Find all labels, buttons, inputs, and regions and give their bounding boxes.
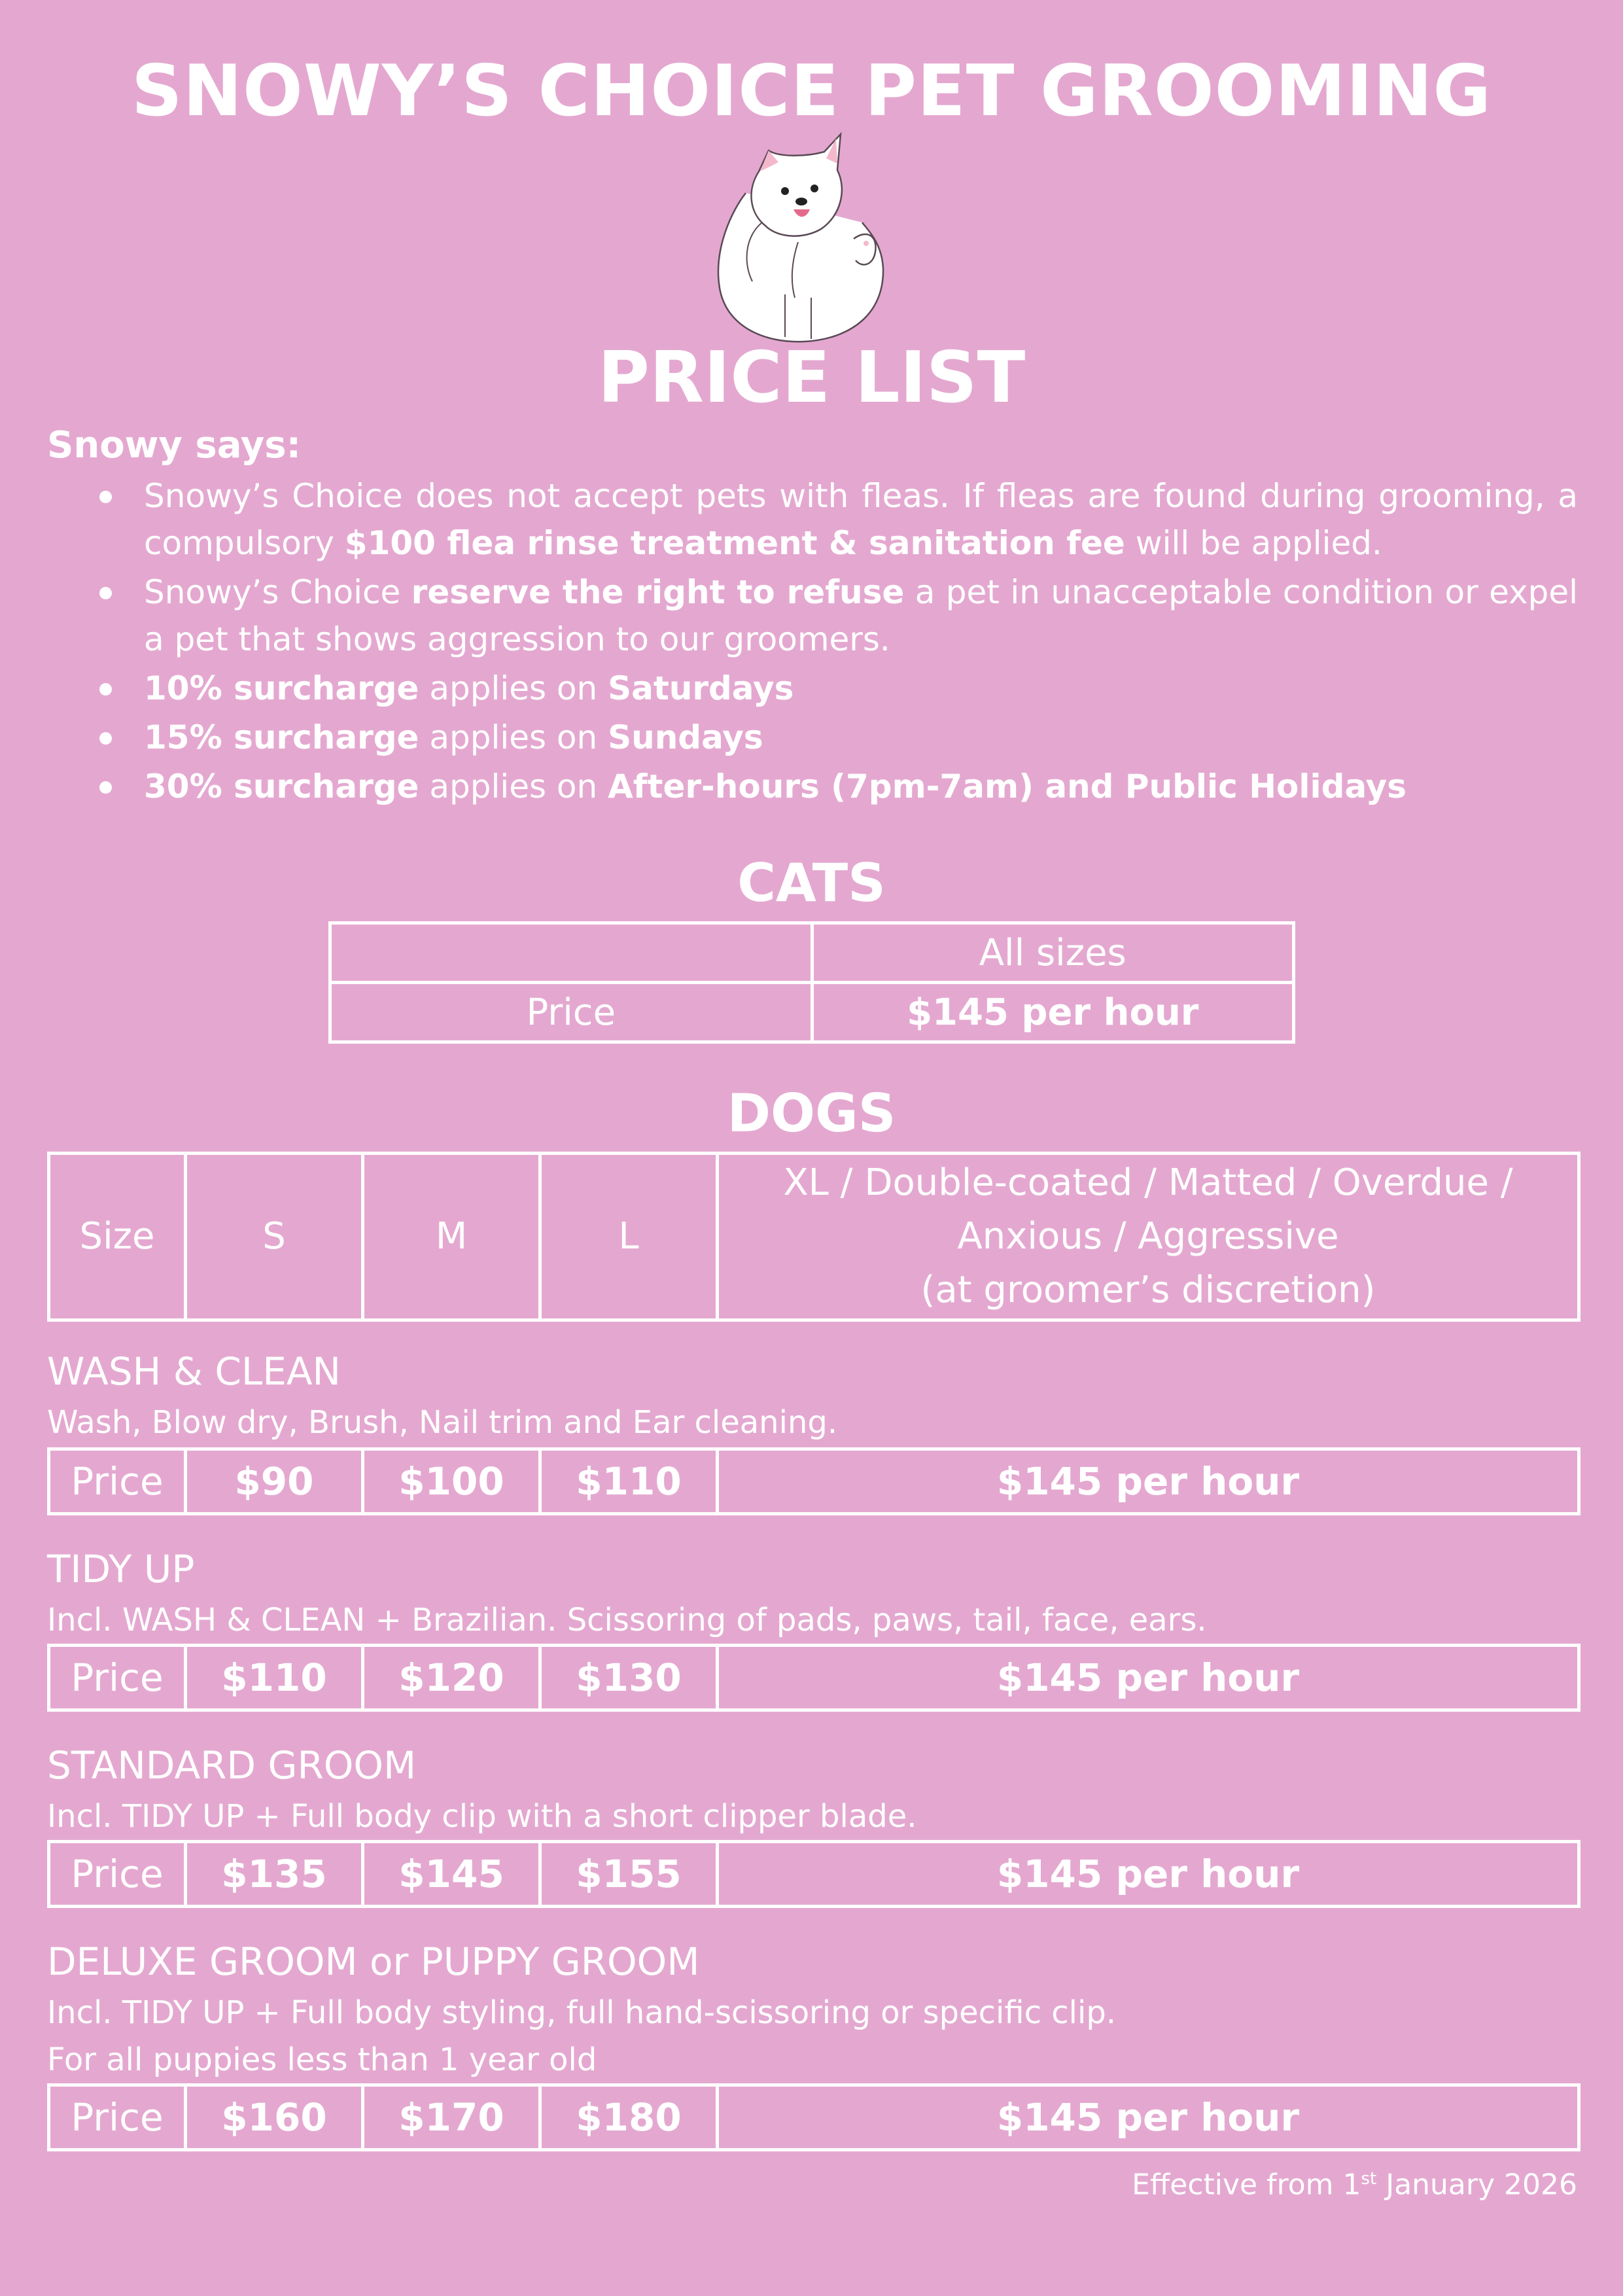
note-text: Snowy’s Choice does not accept pets with fleas. If fleas are found during grooming, a compulsory <box>144 477 1578 562</box>
price-l-cell: $155 <box>540 1842 718 1907</box>
price-xl-cell: $145 per hour <box>718 1646 1579 1710</box>
price-l-cell: $130 <box>540 1646 718 1710</box>
note-text: applies on <box>419 718 608 756</box>
service-price-table <box>47 2083 1580 2151</box>
service-price-table <box>47 1644 1580 1712</box>
service-description: For all puppies less than 1 year old <box>47 2041 597 2078</box>
effective-prefix: Effective from 1 <box>1132 2168 1361 2202</box>
note-item <box>47 569 1578 663</box>
price-xl-cell: $145 per hour <box>718 1842 1579 1907</box>
size-l-header-cell: L <box>540 1154 718 1320</box>
xl-header-line: Anxious / Aggressive <box>957 1215 1339 1258</box>
notes-list <box>47 472 1578 812</box>
effective-date <box>1132 2159 1577 2205</box>
table-row <box>49 1646 1579 1710</box>
table-row <box>49 1449 1579 1514</box>
service-price-table <box>47 1447 1580 1515</box>
price-m-cell: $170 <box>363 2085 540 2150</box>
service-name: TIDY UP <box>47 1547 195 1591</box>
service-description: Incl. TIDY UP + Full body clip with a short clipper blade. <box>47 1798 917 1835</box>
service-description: Incl. WASH & CLEAN + Brazilian. Scissoring of pads, paws, tail, face, ears. <box>47 1602 1207 1638</box>
price-l-cell: $110 <box>540 1449 718 1514</box>
service-name: STANDARD GROOM <box>47 1743 417 1788</box>
note-text: a pet in unacceptable condition or expel a pet that shows aggression to our groomers. <box>144 573 1578 658</box>
note-text: 15% surcharge <box>144 718 419 756</box>
size-m-header-cell: M <box>363 1154 540 1320</box>
note-item <box>47 714 1578 761</box>
price-s-cell: $110 <box>186 1646 363 1710</box>
table-cell: Price <box>330 983 812 1042</box>
note-text: $100 flea rinse treatment & sanitation fee <box>344 524 1125 562</box>
service-name: DELUXE GROOM or PUPPY GROOM <box>47 1939 700 1984</box>
effective-ordinal: st <box>1361 2169 1377 2189</box>
table-row <box>330 983 1294 1042</box>
note-text: Sundays <box>608 718 763 756</box>
note-text: After-hours (7pm-7am) and Public Holidays <box>608 768 1407 805</box>
price-m-cell: $145 <box>363 1842 540 1907</box>
note-text: Saturdays <box>608 669 794 707</box>
dogs-size-header-table <box>47 1152 1580 1322</box>
price-l-cell: $180 <box>540 2085 718 2150</box>
note-item <box>47 763 1578 810</box>
size-xl-header-cell <box>718 1154 1579 1320</box>
dogs-section-title: DOGS <box>727 1083 896 1144</box>
table-cell: All sizes <box>812 923 1294 983</box>
price-label-cell: Price <box>49 1646 186 1710</box>
table-row <box>49 1842 1579 1907</box>
service-name: WASH & CLEAN <box>47 1349 341 1394</box>
note-text: reserve the right to refuse <box>411 573 905 611</box>
table-row <box>49 2085 1579 2150</box>
size-s-header-cell: S <box>186 1154 363 1320</box>
note-text: Snowy’s Choice <box>144 573 411 611</box>
price-list-title: PRICE LIST <box>597 337 1026 419</box>
size-header-cell: Size <box>49 1154 186 1320</box>
price-m-cell: $120 <box>363 1646 540 1710</box>
note-text: 10% surcharge <box>144 669 419 707</box>
cats-section-title: CATS <box>737 853 886 913</box>
price-label-cell: Price <box>49 1449 186 1514</box>
service-description: Incl. TIDY UP + Full body styling, full hand-scissoring or specific clip. <box>47 1994 1117 2031</box>
price-s-cell: $135 <box>186 1842 363 1907</box>
service-price-table <box>47 1840 1580 1908</box>
xl-header-line: (at groomer’s discretion) <box>920 1269 1376 1311</box>
note-text: applies on <box>419 768 608 805</box>
table-cell <box>330 923 812 983</box>
xl-header-line: XL / Double-coated / Matted / Overdue / <box>783 1161 1513 1204</box>
note-text: applies on <box>419 669 608 707</box>
effective-suffix: January 2026 <box>1376 2168 1577 2202</box>
price-label-cell: Price <box>49 2085 186 2150</box>
price-label-cell: Price <box>49 1842 186 1907</box>
notes-heading: Snowy says: <box>47 424 302 467</box>
service-description: Wash, Blow dry, Brush, Nail trim and Ear cleaning. <box>47 1404 838 1441</box>
table-row <box>49 1154 1579 1320</box>
price-m-cell: $100 <box>363 1449 540 1514</box>
note-item <box>47 472 1578 567</box>
price-s-cell: $160 <box>186 2085 363 2150</box>
table-cell: $145 per hour <box>812 983 1294 1042</box>
price-s-cell: $90 <box>186 1449 363 1514</box>
cats-price-table <box>328 921 1295 1044</box>
price-xl-cell: $145 per hour <box>718 2085 1579 2150</box>
price-xl-cell: $145 per hour <box>718 1449 1579 1514</box>
note-text: 30% surcharge <box>144 768 419 805</box>
page-title: SNOWY’S CHOICE PET GROOMING <box>131 50 1492 132</box>
note-text: will be applied. <box>1125 524 1382 562</box>
table-row <box>330 923 1294 983</box>
note-item <box>47 665 1578 712</box>
dog-mascot-illustration <box>707 131 896 347</box>
